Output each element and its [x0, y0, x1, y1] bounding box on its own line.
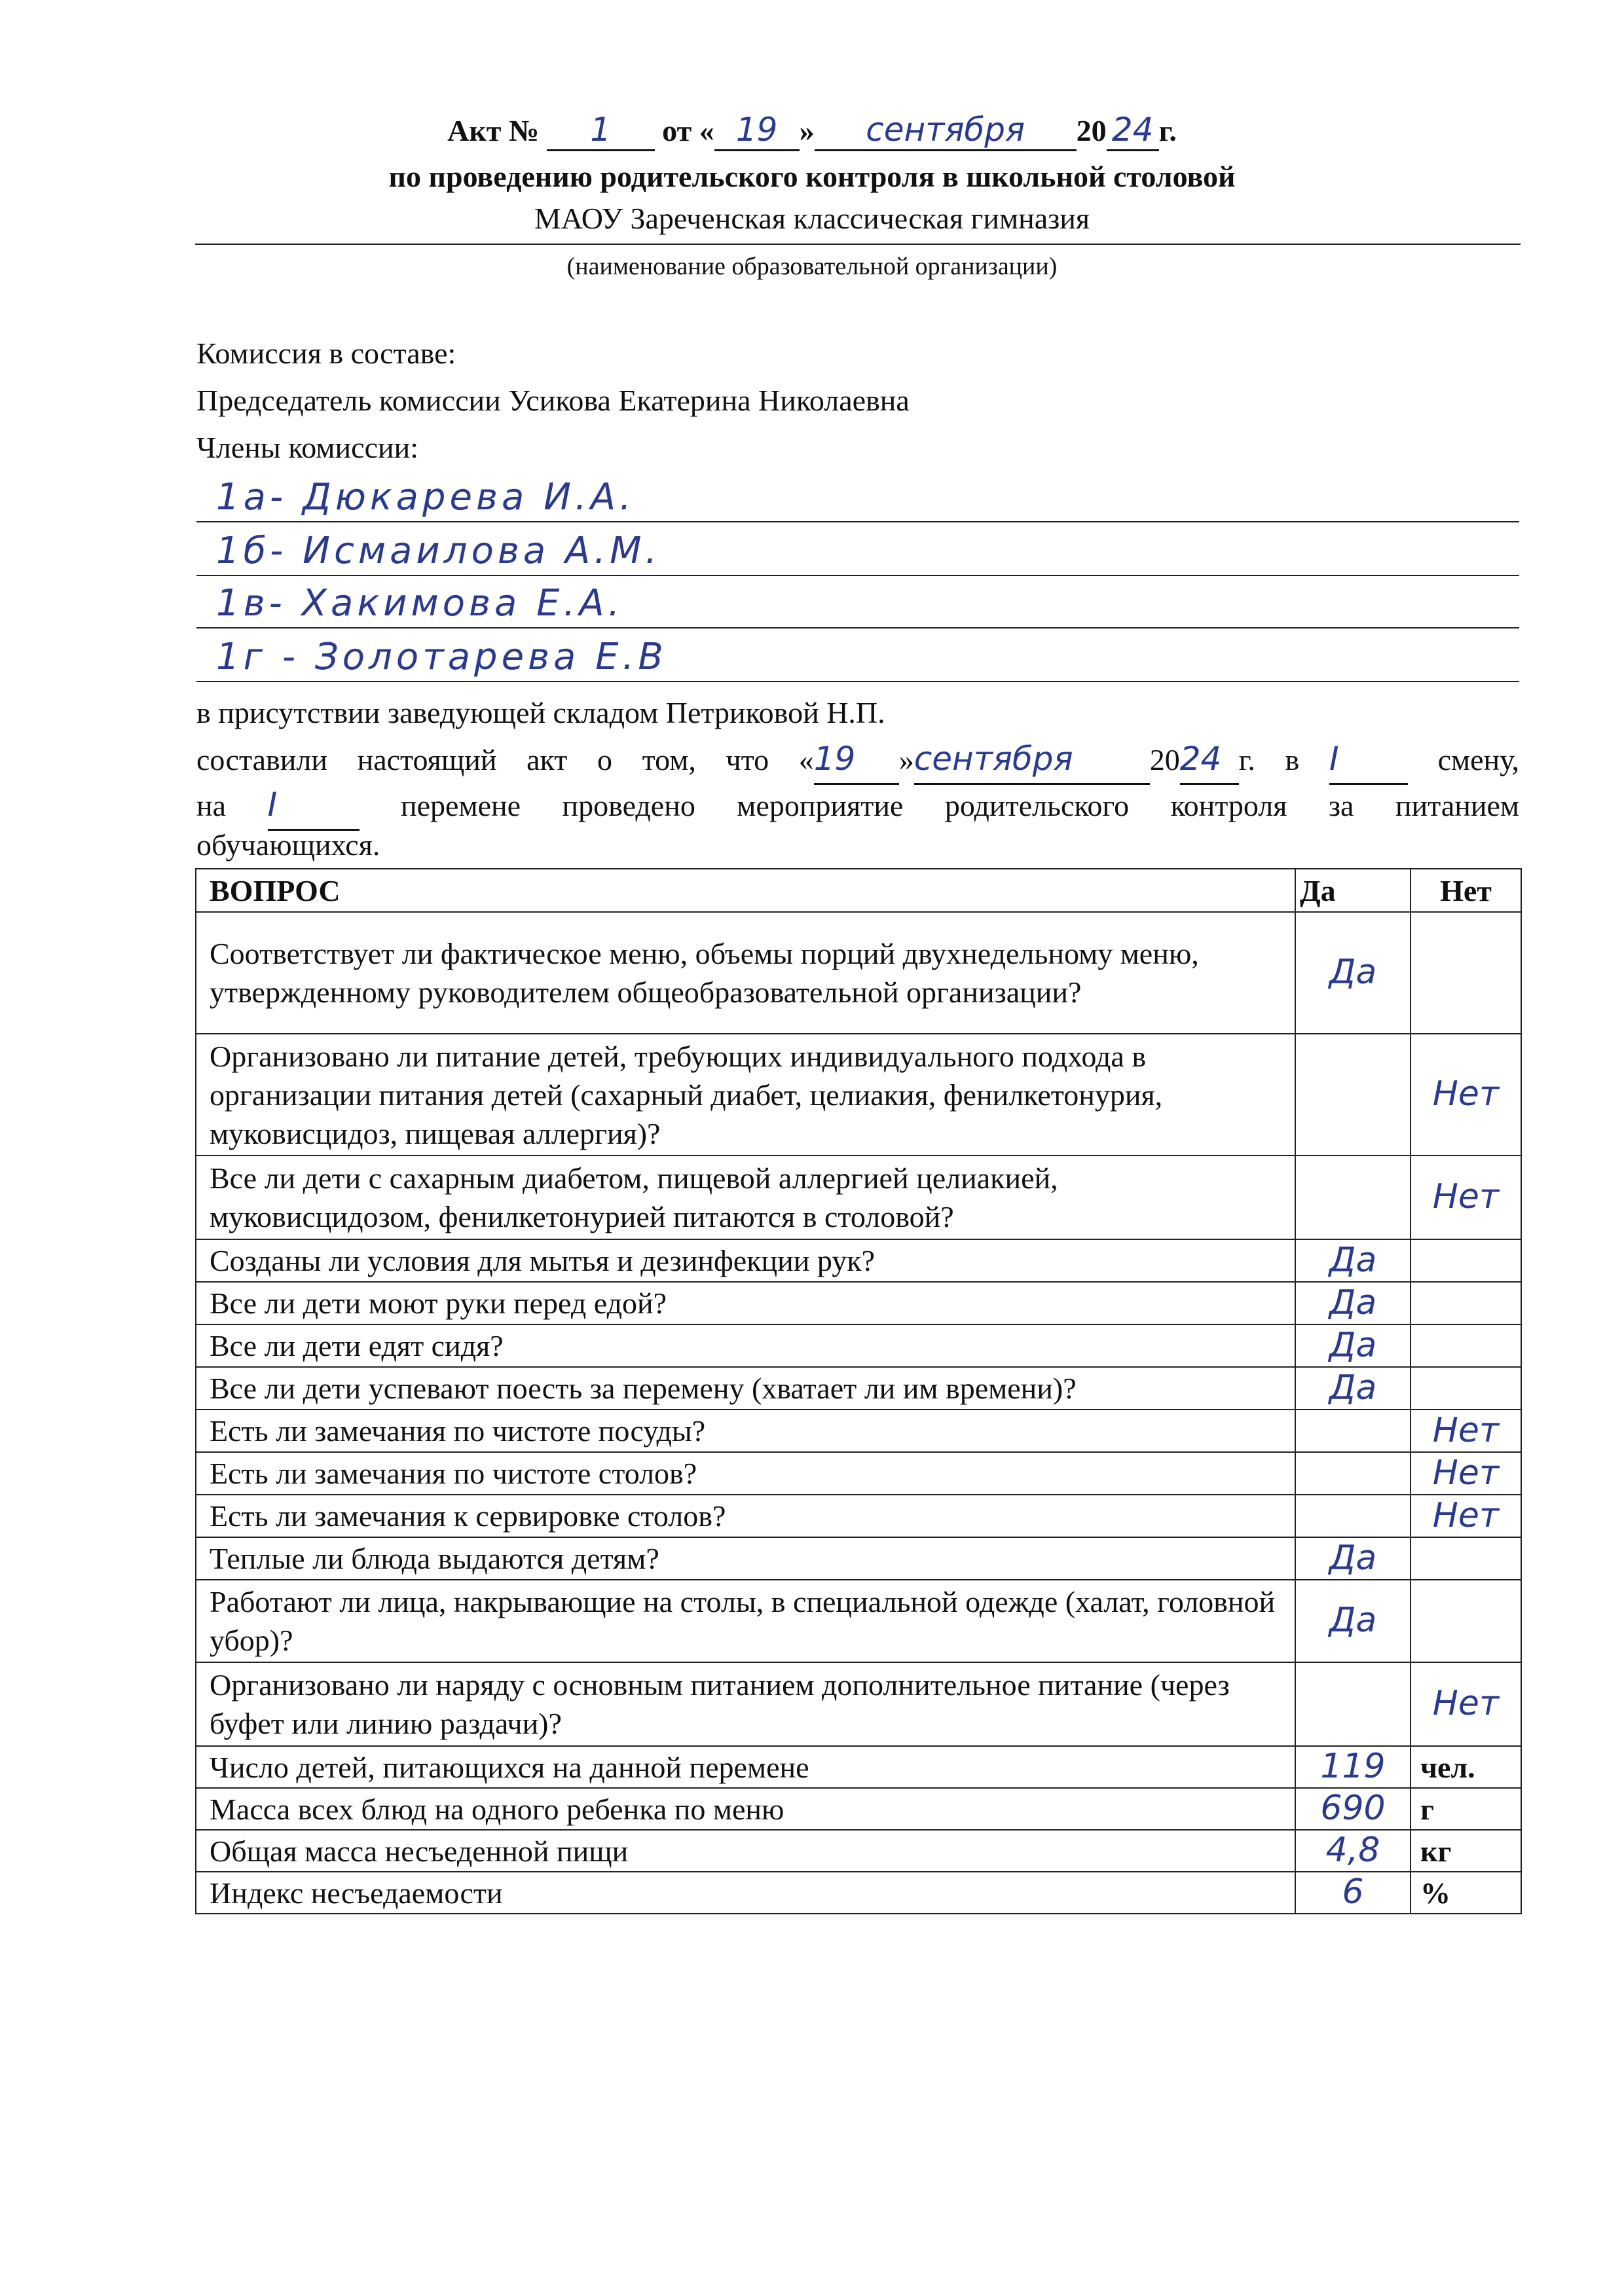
question-cell: Есть ли замечания к сервировке столов? [196, 1495, 1295, 1537]
composed-prefix: составили настоящий акт о том, что « [196, 743, 814, 776]
yes-answer: Да [1329, 953, 1377, 992]
statement-year-field [1180, 736, 1239, 785]
no-answer: Нет [1432, 1453, 1500, 1493]
year-prefix: 20 [1076, 114, 1107, 147]
yes-cell [1295, 912, 1411, 1034]
yes-cell [1295, 1495, 1411, 1537]
metric-row [196, 1830, 1521, 1872]
metric-row [196, 1872, 1521, 1914]
organization-caption: (наименование образовательной организации) [566, 253, 1058, 280]
metric-value-cell [1295, 1872, 1411, 1914]
act-year: 24 [1111, 111, 1154, 149]
table-row [196, 1662, 1521, 1746]
composed-line [196, 736, 1519, 785]
question-cell: Соответствует ли фактическое меню, объемы порций двухнедельному меню, утвержденному руководителем общеобразовательной организации? [196, 912, 1295, 1034]
question-cell: Все ли дети едят сидя? [196, 1324, 1295, 1367]
act-day-field [714, 111, 800, 151]
yes-answer: Да [1329, 1601, 1377, 1640]
question-cell: Все ли дети с сахарным диабетом, пищевой аллергией целиакией, муковисцидозом, фенилкетонурией питаются в столовой? [196, 1156, 1295, 1239]
metric-value-cell [1295, 1788, 1411, 1830]
no-cell [1411, 1580, 1521, 1662]
metric-value: 6 [1342, 1872, 1364, 1912]
metric-value: 690 [1320, 1789, 1386, 1828]
table-header-row [196, 869, 1521, 912]
no-cell [1411, 1495, 1521, 1537]
act-subtitle: по проведению родительского контроля в школьной столовой [388, 160, 1236, 193]
member-name: 1в- Хакимова Е.А. [216, 582, 624, 625]
no-answer: Нет [1432, 1074, 1500, 1114]
commission-label: Комиссия в составе: [196, 337, 456, 370]
statement-month: сентября [913, 740, 1073, 778]
act-month-field [815, 111, 1077, 151]
question-cell: Все ли дети моют руки перед едой? [196, 1282, 1295, 1324]
break-number: I [267, 786, 278, 824]
member-name: 1б- Исмаилова А.М. [216, 530, 661, 572]
metric-value: 119 [1320, 1747, 1386, 1786]
table-row [196, 1537, 1521, 1580]
yes-cell [1295, 1156, 1411, 1239]
table-row [196, 1452, 1521, 1495]
members-label: Члены комиссии: [196, 431, 419, 464]
table-row [196, 1324, 1521, 1367]
statement-month-field [914, 736, 1150, 785]
question-cell: Все ли дети успевают поесть за перемену (хватает ли им времени)? [196, 1367, 1295, 1410]
metric-unit: чел. [1411, 1746, 1521, 1788]
quote-close: » [799, 114, 815, 147]
metric-value: 4,8 [1325, 1831, 1380, 1870]
year-prefix: 20 [1149, 743, 1180, 776]
member-line [196, 473, 1519, 522]
table-row [196, 912, 1521, 1034]
yes-answer: Да [1329, 1325, 1377, 1365]
question-cell: Теплые ли блюда выдаются детям? [196, 1537, 1295, 1580]
yes-cell [1295, 1324, 1411, 1367]
statement-day-field [814, 736, 899, 785]
year-postfix: г. [1158, 114, 1177, 147]
metric-label: Число детей, питающихся на данной перемене [196, 1746, 1295, 1788]
act-month: сентября [866, 111, 1025, 149]
shift-number: I [1329, 740, 1339, 778]
from-label: от « [662, 114, 714, 147]
metric-label: Индекс несъедаемости [196, 1872, 1295, 1914]
table-row [196, 1580, 1521, 1662]
no-answer: Нет [1432, 1410, 1500, 1450]
yes-cell [1295, 1662, 1411, 1746]
metric-unit: кг [1411, 1830, 1521, 1872]
presence-line: в присутствии заведующей складом Петриковой Н.П. [196, 696, 885, 729]
metric-label: Масса всех блюд на одного ребенка по меню [196, 1788, 1295, 1830]
commission-chair: Председатель комиссии Усикова Екатерина Николаевна [196, 384, 910, 417]
member-line [196, 579, 1519, 629]
metric-value-cell [1295, 1746, 1411, 1788]
statement-day: 19 [813, 740, 856, 778]
yes-cell [1295, 1367, 1411, 1410]
act-number-field [547, 111, 655, 151]
organization-underline [195, 244, 1521, 245]
metric-unit: % [1411, 1872, 1521, 1914]
question-cell: Работают ли лица, накрывающие на столы, в специальной одежде (халат, головной убор)? [196, 1580, 1295, 1662]
metric-label: Общая масса несъеденной пищи [196, 1830, 1295, 1872]
metric-unit: г [1411, 1788, 1521, 1830]
no-cell [1411, 1662, 1521, 1746]
yes-answer: Да [1329, 1368, 1377, 1408]
header-no: Нет [1411, 869, 1521, 912]
metric-row [196, 1746, 1521, 1788]
no-cell [1411, 1537, 1521, 1580]
yes-cell [1295, 1282, 1411, 1324]
no-answer: Нет [1432, 1495, 1500, 1535]
member-name: 1а- Дюкарева И.А. [216, 476, 635, 519]
year-mid: г. в [1238, 743, 1300, 776]
no-cell [1411, 1282, 1521, 1324]
yes-answer: Да [1329, 1283, 1377, 1322]
no-cell [1411, 1324, 1521, 1367]
yes-cell [1295, 1580, 1411, 1662]
act-title [0, 111, 1624, 151]
yes-cell [1295, 1239, 1411, 1282]
shift-field [1329, 736, 1408, 785]
act-prefix: Акт № [447, 114, 540, 147]
shift-suffix: смену, [1437, 743, 1520, 776]
no-cell [1411, 1367, 1521, 1410]
table-row [196, 1367, 1521, 1410]
table-row [196, 1239, 1521, 1282]
no-cell [1411, 1239, 1521, 1282]
member-name: 1г - Золотарева Е.В [216, 636, 667, 678]
organization-name: МАОУ Зареченская классическая гимназия [534, 202, 1090, 235]
question-cell: Созданы ли условия для мытья и дезинфекции рук? [196, 1239, 1295, 1282]
header-yes: Да [1295, 869, 1411, 912]
break-suffix: перемене проведено мероприятие родительского контроля за питанием [401, 789, 1520, 822]
questions-table [195, 868, 1522, 1914]
break-prefix: на [196, 789, 227, 822]
yes-cell [1295, 1034, 1411, 1156]
act-number: 1 [590, 111, 612, 149]
yes-answer: Да [1329, 1538, 1377, 1578]
no-cell [1411, 1452, 1521, 1495]
yes-cell [1295, 1452, 1411, 1495]
table-row [196, 1282, 1521, 1324]
table-row [196, 1156, 1521, 1239]
question-cell: Организовано ли питание детей, требующих индивидуального подхода в организации питания детей (сахарный диабет, целиакия, фенилкетонурия, муковисцидоз, пищевая аллергия)? [196, 1034, 1295, 1156]
table-row [196, 1034, 1521, 1156]
quote-close: » [898, 743, 914, 776]
act-year-field [1107, 111, 1159, 151]
yes-cell [1295, 1410, 1411, 1452]
question-cell: Есть ли замечания по чистоте столов? [196, 1452, 1295, 1495]
yes-cell [1295, 1537, 1411, 1580]
statement-last-line: обучающихся. [196, 828, 380, 862]
yes-answer: Да [1329, 1240, 1377, 1280]
member-line [196, 526, 1519, 576]
statement-year: 24 [1179, 740, 1222, 778]
metric-row [196, 1788, 1521, 1830]
question-cell: Организовано ли наряду с основным питанием дополнительное питание (через буфет или линию раздачи)? [196, 1662, 1295, 1746]
no-cell [1411, 1034, 1521, 1156]
act-day: 19 [735, 111, 778, 149]
table-row [196, 1495, 1521, 1537]
no-cell [1411, 1410, 1521, 1452]
no-cell [1411, 1156, 1521, 1239]
question-cell: Есть ли замечания по чистоте посуды? [196, 1410, 1295, 1452]
no-answer: Нет [1432, 1177, 1500, 1216]
table-row [196, 1410, 1521, 1452]
no-cell [1411, 912, 1521, 1034]
header-question: ВОПРОС [196, 869, 1295, 912]
no-answer: Нет [1432, 1684, 1500, 1723]
metric-value-cell [1295, 1830, 1411, 1872]
member-line [196, 632, 1519, 682]
